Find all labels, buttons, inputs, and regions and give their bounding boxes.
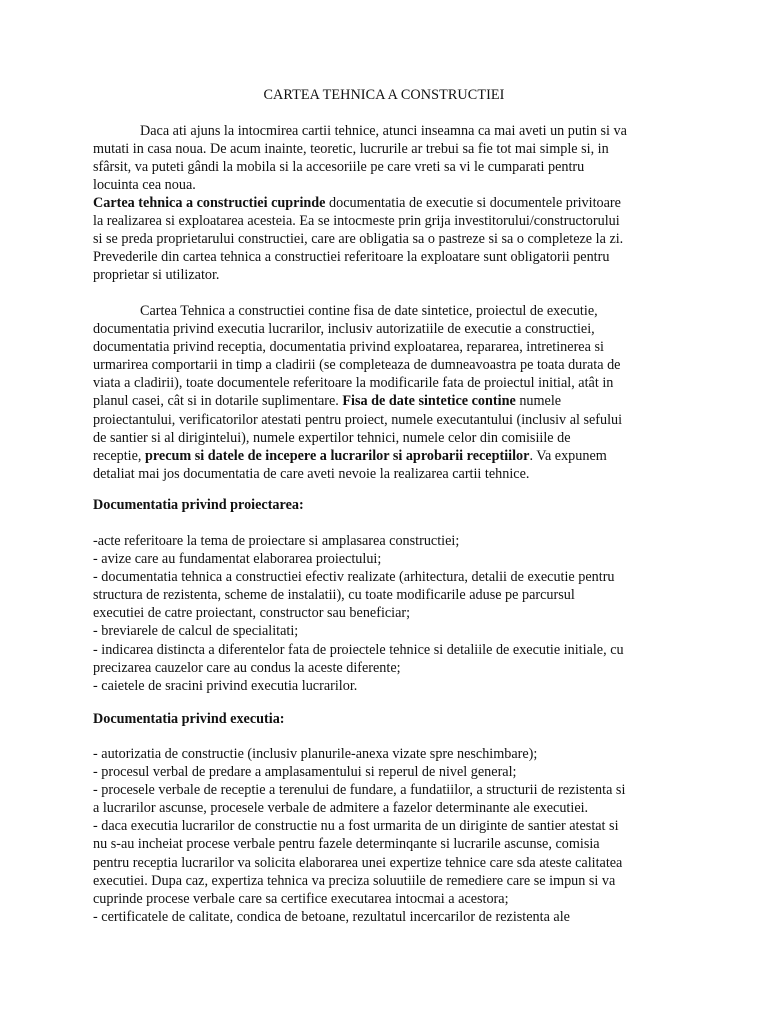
text-line: detaliat mai jos documentatia de care aveti nevoie la realizarea cartii tehnice. — [93, 465, 530, 482]
text-line: proiectantului, verificatorilor atestati pentru proiect, numele executantului (inclusiv al sefului — [93, 411, 623, 428]
section-heading-executie: Documentatia privind executia: — [93, 711, 285, 727]
bold-phrase: Cartea tehnica a constructiei cuprinde — [93, 195, 326, 211]
text-line: la realizarea si exploatarea acesteia. Ea se intocmeste prin grija investitorului/constructorului — [93, 213, 620, 230]
list-item: - daca executia lucrarilor de constructie nu a fost urmarita de un diriginte de santier atestat si — [93, 818, 619, 835]
text-fragment: receptie, — [93, 447, 145, 464]
bold-phrase: Fisa de date sintetice contine — [342, 393, 516, 410]
text-line: proprietar si utilizator. — [93, 267, 220, 284]
bold-phrase: precum si datele de incepere a lucrarilor si aprobarii receptiilor — [144, 447, 530, 464]
list-item: - documentatia tehnica a constructiei efectiv realizate (arhitectura, detalii de executie pentru — [93, 569, 615, 586]
list-item: a lucrarilor ascunse, procesele verbale de admitere a fazelor determinante ale executiei. — [93, 800, 589, 817]
section-heading-proiectare: Documentatia privind proiectarea: — [93, 497, 304, 513]
text-fragment: numele — [515, 393, 562, 410]
list-item: - autorizatia de constructie (inclusiv planurile-anexa vizate spre neschimbare); — [93, 746, 538, 762]
text-line — [93, 194, 673, 212]
text-line: si se preda proprietarului constructiei, care are obligatia sa o pastreze si sa o completeze la zi. — [93, 231, 624, 248]
text-fragment: . Va expunem — [529, 447, 607, 464]
text-line: sfârsit, va puteti gândi la mobila si la accesoriile pe care vreti sa vi le cumparati pentru — [93, 159, 585, 176]
list-item: executiei. Dupa caz, expertiza tehnica va preciza soluutiile de remediere care se impun si va — [93, 872, 616, 889]
list-item: nu s-au incheiat procese verbale pentru fazele determinqante si lucrarile ascunse, comisia — [93, 836, 600, 853]
text-line: documentatia privind receptia, documentatia privind exploatarea, repararea, intretinerea si — [93, 339, 604, 356]
list-item: precizarea cauzelor care au condus la aceste diferente; — [93, 659, 401, 676]
text-line: locuinta cea noua. — [93, 177, 196, 194]
intro-paragraph — [93, 122, 673, 194]
list-item: executiei de catre proiectant, constructor sau beneficiar; — [93, 605, 411, 622]
text-line: urmarirea comportarii in timp a cladirii (se completeaza de dumneavoastra pe toata durata de — [93, 357, 621, 374]
executie-list — [93, 745, 673, 926]
text-line — [93, 447, 673, 465]
document-title: CARTEA TEHNICA A CONSTRUCTIEI — [263, 87, 505, 103]
text-line: Cartea Tehnica a constructiei contine fisa de date sintetice, proiectul de executie, — [140, 303, 598, 319]
text-line — [93, 392, 673, 410]
proiectare-list — [93, 532, 673, 695]
list-item: - procesul verbal de predare a amplasamentului si reperul de nivel general; — [93, 764, 517, 781]
definition-paragraph — [93, 194, 673, 284]
list-item: - breviarele de calcul de specialitati; — [93, 623, 299, 640]
text-line: Prevederile din cartea tehnica a constructiei referitoare la exploatare sunt obligatorii pentru — [93, 249, 610, 266]
text-line: de santier si al dirigintelui), numele expertilor tehnici, numele celor din comisiile de — [93, 429, 571, 446]
list-item: pentru receptia lucrarilor va solicita elaborarea unei expertize tehnice care sda ateste calitatea — [93, 854, 623, 871]
text-line: mutati in casa noua. De acum inainte, teoretic, lucrurile ar trebui sa fie tot mai simple si, in — [93, 141, 609, 158]
text-line: viata a cladirii), toate documentele referitoare la modificarile fata de proiectul initial, atât in — [93, 375, 614, 392]
text-line: documentatia privind executia lucrarilor, inclusiv autorizatiile de executie a constructiei, — [93, 321, 595, 338]
list-item: - certificatele de calitate, condica de betoane, rezultatul incercarilor de rezistenta ale — [93, 908, 570, 925]
text-line: Daca ati ajuns la intocmirea cartii tehnice, atunci inseamna ca mai aveti un putin si va — [140, 123, 627, 139]
list-item: - caietele de sracini privind executia lucrarilor. — [93, 677, 358, 694]
text-fragment: planul casei, cât si in dotarile suplimentare. — [93, 393, 343, 410]
list-item: structura de rezistenta, scheme de instalatii), cu toate modificarile aduse pe parcursul — [93, 587, 575, 604]
list-item: - avize care au fundamentat elaborarea proiectului; — [93, 551, 382, 568]
list-item: - indicarea distincta a diferentelor fata de proiectele tehnice si detaliile de executie initiale, cu — [93, 641, 624, 658]
text-fragment: documentatia de executie si documentele privitoare — [325, 195, 621, 211]
list-item: -acte referitoare la tema de proiectare si amplasarea constructiei; — [93, 533, 460, 549]
contents-paragraph — [93, 302, 673, 483]
list-item: cuprinde procese verbale care sa certifice executarea intocmai a acestora; — [93, 890, 509, 907]
list-item: - procesele verbale de receptie a terenului de fundare, a fundatiilor, a structurii de rezistenta si — [93, 782, 626, 799]
